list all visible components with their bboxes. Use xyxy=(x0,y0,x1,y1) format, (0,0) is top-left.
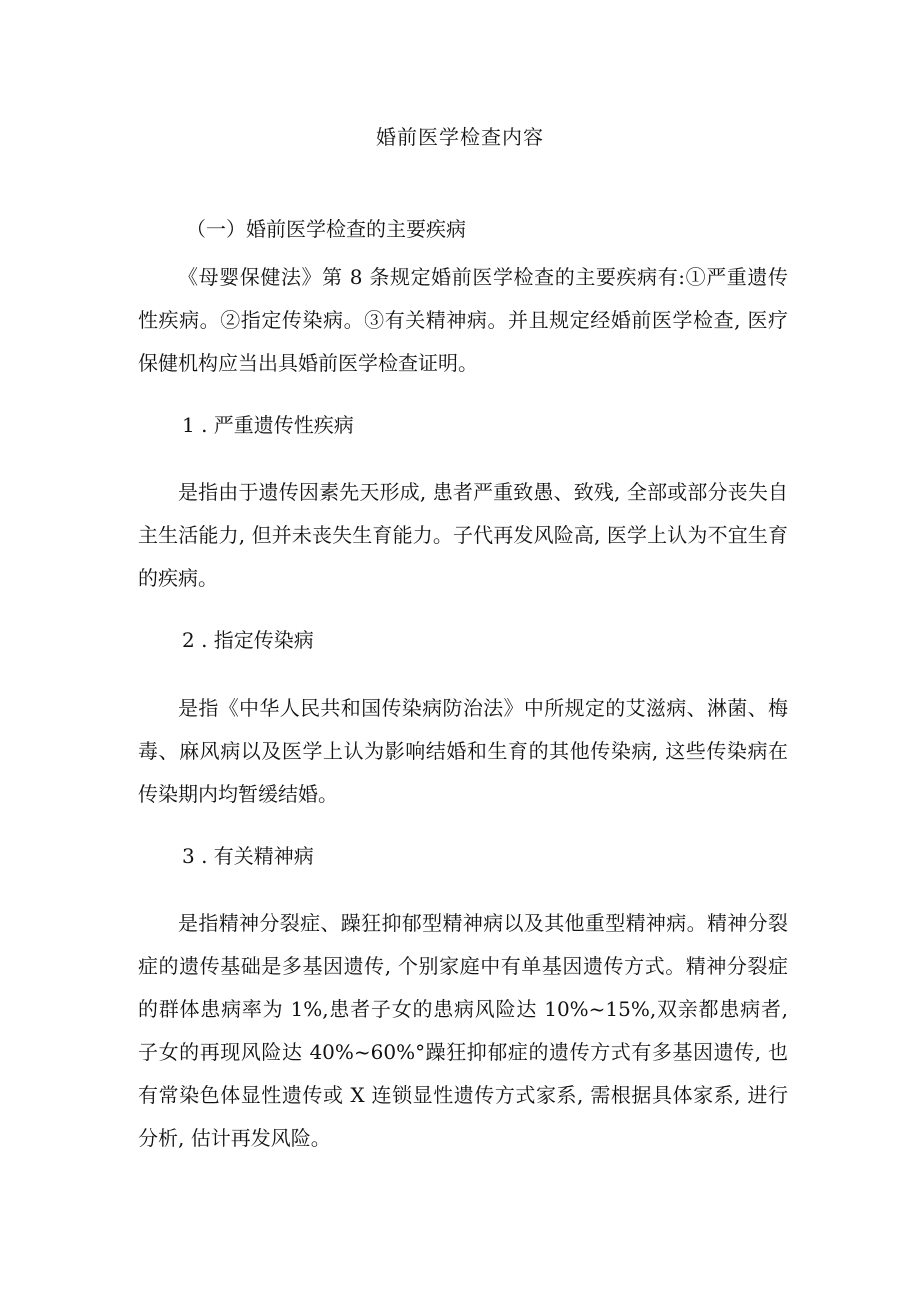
item-heading-2: 2 . 指定传染病 xyxy=(182,628,314,652)
item-paragraph-2: 是指《中华人民共和国传染病防治法》中所规定的艾滋病、淋菌、梅毒、麻风病以及医学上认为影响结婚和生育的其他传染病, 这些传染病在传染期内均暂缓结婚。 xyxy=(138,696,788,806)
item-heading-3: 3 . 有关精神病 xyxy=(182,844,314,868)
item-heading-1: 1 . 严重遗传性疾病 xyxy=(182,413,354,437)
item-paragraph-3: 是指精神分裂症、躁狂抑郁型精神病以及其他重型精神病。精神分裂症的遗传基础是多基因遗传, 个别家庭中有单基因遗传方式。精神分裂症的群体患病率为 1%,患者子女的患病风险达 10%~15%,双亲都患病者, 子女的再现风险达 40%~60%°躁狂抑郁症的遗传方式有多基因遗传, 也有常染色体显性遗传或 X 连锁显性遗传方式家系, 需根据具体家系, 进行分析, 估计再发风险。 xyxy=(138,911,788,1150)
section-heading: （一）婚前医学检查的主要疾病 xyxy=(186,217,466,241)
document-title: 婚前医学检查内容 xyxy=(376,125,544,149)
item-paragraph-1: 是指由于遗传因素先天形成, 患者严重致愚、致残, 全部或部分丧失自主生活能力, 但并未丧失生育能力。子代再发风险高, 医学上认为不宜生育的疾病。 xyxy=(138,480,788,590)
intro-paragraph: 《母婴保健法》第 8 条规定婚前医学检查的主要疾病有:①严重遗传性疾病。②指定传染病。③有关精神病。并且规定经婚前医学检查, 医疗保健机构应当出具婚前医学检查证明。 xyxy=(138,265,788,375)
